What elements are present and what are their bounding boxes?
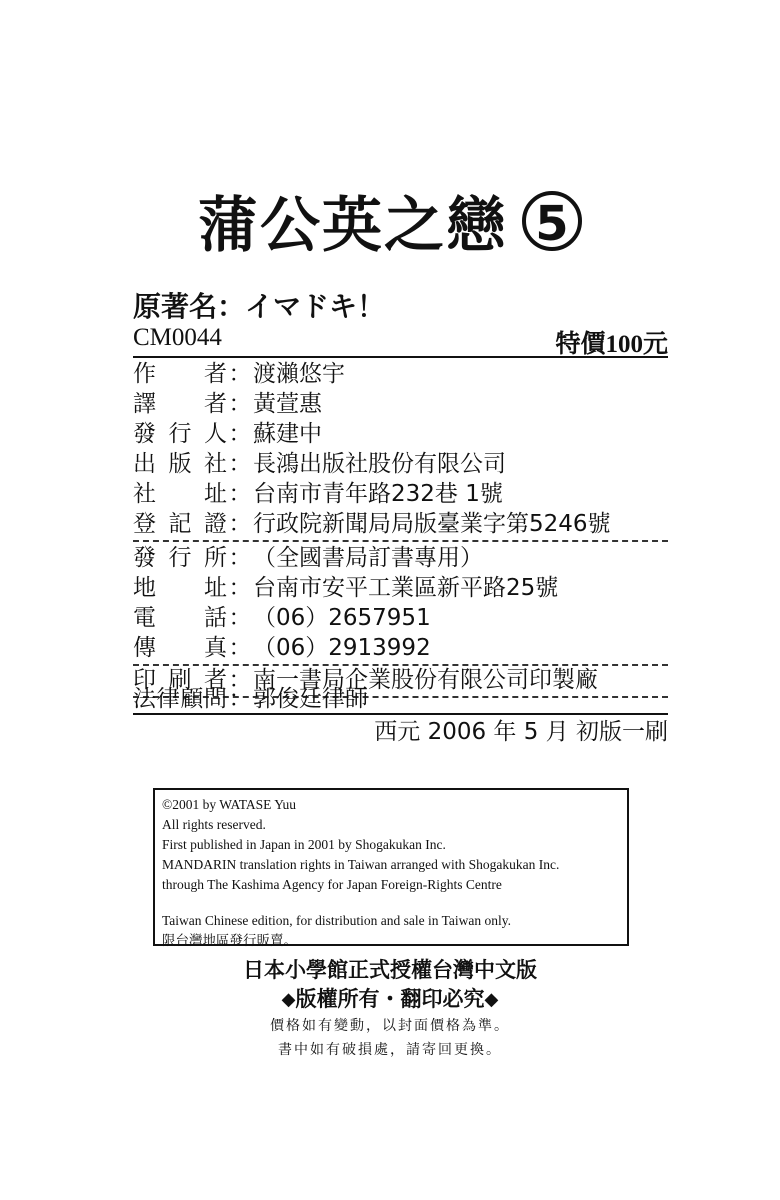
dist-label: 地址 <box>133 575 227 601</box>
copyright-line: All rights reserved. <box>162 817 266 832</box>
legal-row <box>133 684 668 714</box>
colon: ： <box>228 686 252 712</box>
colon: ： <box>228 391 252 417</box>
authorization-line: 日本小學館正式授權台灣中文版 <box>243 958 537 982</box>
colon: ： <box>228 635 252 661</box>
copyright-box <box>153 788 629 946</box>
credit-label: 發行人 <box>133 421 227 447</box>
dashed-divider <box>133 540 668 542</box>
credit-row-publisher <box>133 449 668 479</box>
dist-value: （06）2657951 <box>253 605 431 631</box>
dist-label: 傳真 <box>133 635 227 661</box>
colon: ： <box>228 605 252 631</box>
damage-note: 書中如有破損處，請寄回更換。 <box>278 1042 502 1058</box>
credit-value: 行政院新聞局局版臺業字第5246號 <box>253 511 611 537</box>
credit-label: 出版社 <box>133 451 227 477</box>
colon: ： <box>228 451 252 477</box>
dist-row-distributor <box>133 543 668 573</box>
title-text: 蒲公英之戀 <box>198 191 508 261</box>
printer-label: 印刷者 <box>133 667 227 693</box>
catalog-row <box>133 324 668 358</box>
dist-label: 電話 <box>133 605 227 631</box>
colon: ： <box>228 545 252 571</box>
copyright-line: through The Kashima Agency for Japan Foreign-Rights Centre <box>162 877 502 892</box>
credit-row-address <box>133 479 668 509</box>
credit-label: 社址 <box>133 481 227 507</box>
credit-label: 登記證 <box>133 511 227 537</box>
legal-label: 法律顧問 <box>133 686 227 712</box>
dist-label: 發行所 <box>133 545 227 571</box>
colon: ： <box>228 481 252 507</box>
legal-value: 郭俊廷律師 <box>253 686 368 712</box>
colon: ： <box>228 361 252 387</box>
price-label: 特價100元 <box>555 331 668 358</box>
original-title: 原著名：イマドキ！ <box>133 290 386 323</box>
diamond-icon: ◆ <box>281 989 296 1010</box>
colon: ： <box>228 511 252 537</box>
credit-value: 台南市青年路232巷 1號 <box>253 481 503 507</box>
territory-line: Taiwan Chinese edition, for distribution and sale in Taiwan only. <box>162 913 512 928</box>
colon: ： <box>228 575 252 601</box>
book-title <box>0 178 780 264</box>
copyright-line: First published in Japan in 2001 by Shogakukan Inc. <box>162 837 446 852</box>
colon: ： <box>228 421 252 447</box>
credit-label: 譯者 <box>133 391 227 417</box>
diamond-icon: ◆ <box>484 989 499 1010</box>
dist-value: （全國書局訂書專用） <box>253 545 483 571</box>
copyright-line: ©2001 by WATASE Yuu <box>162 797 297 812</box>
credit-value: 蘇建中 <box>253 421 322 447</box>
divider-rule <box>133 356 668 358</box>
rights-notice <box>0 983 780 1013</box>
colon: ： <box>228 667 252 693</box>
dist-value: （06）2913992 <box>253 635 431 661</box>
credit-row-publisher-person <box>133 419 668 449</box>
dist-value: 台南市安平工業區新平路25號 <box>253 575 559 601</box>
credit-row-translator <box>133 389 668 419</box>
dist-row-address <box>133 573 668 603</box>
territory-line: 限台灣地區發行販賣。 <box>162 933 297 948</box>
printer-value: 南一書局企業股份有限公司印製廠 <box>253 667 598 693</box>
credit-row-author <box>133 359 668 389</box>
credit-value: 長鴻出版社股份有限公司 <box>253 451 506 477</box>
dist-row-phone <box>133 603 668 633</box>
copyright-line: MANDARIN translation rights in Taiwan arranged with Shogakukan Inc. <box>162 857 560 872</box>
price-note: 價格如有變動，以封面價格為準。 <box>270 1018 510 1034</box>
rights-text: 版權所有・翻印必究 <box>295 987 485 1011</box>
credit-label: 作者 <box>133 361 227 387</box>
catalog-code: CM0044 <box>133 324 222 351</box>
edition-date: 西元 2006 年 5 月 初版一刷 <box>374 719 668 745</box>
credit-value: 渡瀨悠宇 <box>253 361 345 387</box>
volume-number: 5 <box>522 191 582 251</box>
dist-row-fax <box>133 633 668 663</box>
credit-value: 黃萱惠 <box>253 391 322 417</box>
spacer <box>162 895 627 911</box>
credit-row-registration <box>133 509 668 539</box>
